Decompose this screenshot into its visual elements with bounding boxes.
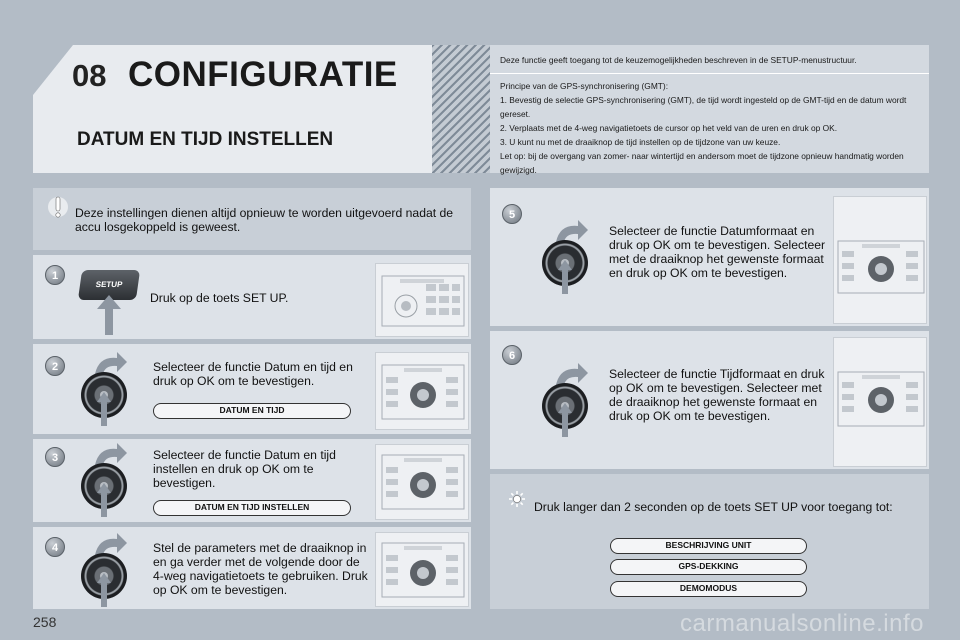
press-arrow-icon: [97, 295, 121, 335]
step-1-text: Druk op de toets SET UP.: [150, 291, 289, 305]
menu-item-demomodus: DEMOMODUS: [610, 581, 807, 597]
tip-panel: [490, 474, 929, 609]
info-divider: [490, 73, 929, 74]
step-3-text: Selecteer de functie Datum en tijd instellen en druk op OK om te bevestigen.: [153, 448, 336, 490]
rotary-knob-icon: [75, 350, 131, 426]
step-2-text: Selecteer de functie Datum en tijd en druk op OK om te bevestigen.: [153, 360, 353, 388]
radio-unit-image: [375, 444, 469, 520]
page-number: 258: [33, 614, 57, 630]
menu-item-beschrijving-unit: BESCHRIJVING UNIT: [610, 538, 807, 554]
step-6-badge: 6: [502, 345, 522, 365]
step-4-panel: [33, 527, 471, 609]
step-2-badge: 2: [45, 356, 65, 376]
warning-text: Deze instellingen dienen altijd opnieuw te worden uitgevoerd nadat de accu losgekoppeld is geweest.: [75, 206, 454, 234]
step-1-panel: [33, 255, 471, 339]
menu-item-datum-en-tijd: DATUM EN TIJD: [153, 403, 351, 419]
step-3-panel: [33, 439, 471, 522]
rotary-knob-icon: [75, 531, 131, 607]
step-3-badge: 3: [45, 447, 65, 467]
step-4-text: Stel de parameters met de draaiknop in en ga verder met de volgende door de 4-weg navigatietoets te gebruiken. Druk op OK om te bevestigen.: [153, 541, 368, 597]
rotary-knob-icon: [75, 441, 131, 517]
section-number: 08: [72, 58, 107, 93]
hatch-decoration: [432, 45, 490, 173]
rotary-knob-icon: [536, 361, 592, 437]
radio-unit-image: [375, 263, 469, 337]
gps-step-2: 2. Verplaats met de 4-weg navigatietoets de cursor op het veld van de uren en druk op OK.: [500, 123, 838, 133]
gps-title: Principe van de GPS-synchronisering (GMT):: [500, 81, 669, 91]
step-5-text: Selecteer de functie Datumformaat en druk op OK om te bevestigen. Selecteer met de draaiknop het gewenste formaat en druk op OK om te bevestigen.: [609, 224, 826, 280]
warning-panel: [33, 188, 471, 250]
gps-note: Let op: bij de overgang van zomer- naar wintertijd en andersom moet de tijdzone opnieuw handmatig worden gewijzigd.: [500, 151, 904, 175]
tip-text: Druk langer dan 2 seconden op de toets SET UP voor toegang tot:: [534, 500, 893, 514]
gps-step-1: 1. Bevestig de selectie GPS-synchronisering (GMT), de tijd wordt ingesteld op de GMT-tijd en de datum wordt gereset.: [500, 95, 907, 119]
step-6-text: Selecteer de functie Tijdformaat en druk op OK om te bevestigen. Selecteer met de draaiknop het gewenste formaat en druk op OK om te bevestigen.: [609, 367, 825, 423]
step-5-panel: [490, 188, 929, 326]
gps-step-3: 3. U kunt nu met de draaiknop de tijd instellen op de tijdzone van uw keuze.: [500, 137, 781, 147]
step-2-panel: [33, 344, 471, 434]
radio-unit-image: [833, 196, 927, 324]
watermark: carmanualsonline.info: [680, 610, 924, 637]
page-title: CONFIGURATIE: [128, 55, 398, 94]
step-6-panel: [490, 331, 929, 469]
radio-unit-image: [375, 532, 469, 607]
rotary-knob-icon: [536, 218, 592, 294]
info-box: [490, 45, 929, 173]
setup-button: SETUP: [78, 270, 140, 300]
radio-unit-image: [833, 337, 927, 467]
info-intro: Deze functie geeft toegang tot de keuzemogelijkheden beschreven in de SETUP-menustructuur.: [500, 55, 857, 65]
step-1-badge: 1: [45, 265, 65, 285]
page-subtitle: DATUM EN TIJD INSTELLEN: [77, 129, 334, 150]
menu-item-datum-en-tijd-instellen: DATUM EN TIJD INSTELLEN: [153, 500, 351, 516]
step-4-badge: 4: [45, 537, 65, 557]
step-5-badge: 5: [502, 204, 522, 224]
radio-unit-image: [375, 352, 469, 430]
exclamation-icon: [47, 194, 69, 220]
sun-icon: [508, 490, 526, 508]
menu-item-gps-dekking: GPS-DEKKING: [610, 559, 807, 575]
